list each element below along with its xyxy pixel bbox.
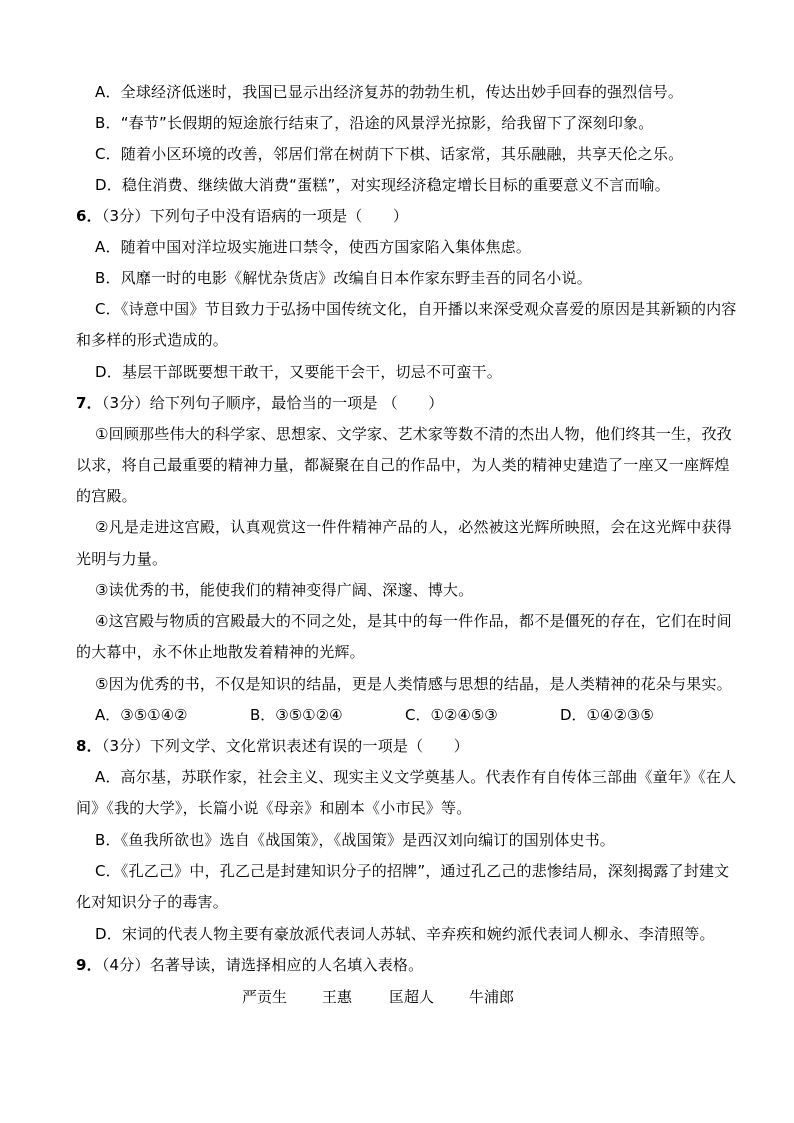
q9-stem-line bbox=[76, 955, 423, 975]
q6-option-d: D．基层干部既要想干敢干，又要能干会干，切忌不可蛮干。 bbox=[95, 363, 502, 381]
q7-option-a: A．③⑤①④② bbox=[95, 706, 188, 724]
q8-option-a-line1: A．高尔基，苏联作家，社会主义、现实主义文学奠基人。代表作有自传体三部曲《童年》《在人 bbox=[95, 768, 737, 786]
q7-sentence-1-line2: 以求，将自己最重要的精神力量，都凝聚在自己的作品中，为人类的精神史建造了一座又一座辉煌 bbox=[76, 456, 730, 474]
q6-stem: （3分）下列句子中没有语病的一项是（ ） bbox=[101, 207, 409, 225]
q8-option-c-line1: C．《孔乙己》中，孔乙己是封建知识分子的招牌”，通过孔乙己的悲惨结局，深刻揭露了封建文 bbox=[95, 862, 730, 880]
q7-sentence-4-line1: ④这宫殿与物质的宫殿最大的不同之处，是其中的每一件作品，都不是僵死的存在，它们在时间 bbox=[95, 612, 732, 630]
q9-name-2: 王惠 bbox=[322, 988, 353, 1006]
q7-sentence-4-line2: 的大幕中，永不休止地散发着精神的光辉。 bbox=[76, 643, 365, 661]
q6-option-a: A．随着中国对洋垃圾实施进口禁令，使西方国家陷入集体焦虑。 bbox=[95, 238, 532, 256]
q7-sentence-2-line2: 光明与力量。 bbox=[76, 550, 168, 568]
q5-option-a: A．全球经济低迷时，我国已显示出经济复苏的勃勃生机，传达出妙手回春的强烈信号。 bbox=[95, 83, 684, 101]
q7-option-d: D．①④②③⑤ bbox=[560, 706, 654, 724]
q7-sentence-2-line1: ②凡是走进这宫殿，认真观赏这一件件精神产品的人，必然被这光辉所映照，会在这光辉中获得 bbox=[95, 518, 732, 536]
q7-sentence-1-line1: ①回顾那些伟大的科学家、思想家、文学家、艺术家等数不清的杰出人物，他们终其一生，孜孜 bbox=[95, 425, 732, 443]
q6-stem-line bbox=[76, 206, 408, 226]
q7-sentence-1-line3: 的宫殿。 bbox=[76, 487, 137, 505]
q5-option-c: C．随着小区环境的改善，邻居们常在树荫下下棋、话家常，其乐融融，共享天伦之乐。 bbox=[95, 145, 684, 163]
q8-stem-line bbox=[76, 736, 469, 756]
q7-option-b: B．③⑤①②④ bbox=[250, 706, 343, 724]
q6-option-b: B．风靡一时的电影《解忧杂货店》改编自日本作家东野圭吾的同名小说。 bbox=[95, 269, 592, 287]
q8-stem: （3分）下列文学、文化常识表述有误的一项是（ ） bbox=[101, 737, 469, 755]
q6-number: 6． bbox=[76, 207, 102, 225]
q9-stem: （4分）名著导读，请选择相应的人名填入表格。 bbox=[101, 956, 424, 974]
q6-option-c-line2: 和多样的形式造成的。 bbox=[76, 331, 229, 349]
q8-option-b: B．《鱼我所欲也》选自《战国策》，《战国策》是西汉刘向编订的国别体史书。 bbox=[95, 831, 615, 849]
q8-option-d: D．宋词的代表人物主要有豪放派代表词人苏轼、辛弃疾和婉约派代表词人柳永、李清照等。 bbox=[95, 925, 715, 943]
q7-sentence-5: ⑤因为优秀的书，不仅是知识的结晶，更是人类情感与思想的结晶，是人类精神的花朵与果实。 bbox=[95, 675, 732, 693]
q7-stem-line bbox=[76, 393, 443, 413]
q8-number: 8． bbox=[76, 737, 102, 755]
q8-option-c-line2: 化对知识分子的毒害。 bbox=[76, 893, 229, 911]
q9-name-3: 匡超人 bbox=[389, 988, 435, 1006]
q7-option-c: C．①②④⑤③ bbox=[405, 706, 498, 724]
q9-name-1: 严贡生 bbox=[242, 988, 288, 1006]
q7-options bbox=[95, 705, 654, 725]
q7-sentence-3: ③读优秀的书，能使我们的精神变得广阔、深邃、博大。 bbox=[95, 581, 474, 599]
q9-number: 9． bbox=[76, 956, 102, 974]
q5-option-d: D．稳住消费、继续做大消费“蛋糕”，对实现经济稳定增长目标的重要意义不言而喻。 bbox=[95, 176, 670, 194]
q7-number: 7． bbox=[76, 394, 102, 412]
q7-stem: （3分）给下列句子顺序，最恰当的一项是 （ ） bbox=[101, 394, 444, 412]
q9-name-list bbox=[242, 987, 514, 1007]
q6-option-c-line1: C．《诗意中国》节目致力于弘扬中国传统文化，自开播以来深受观众喜爱的原因是其新颖的内容 bbox=[95, 300, 737, 318]
q8-option-a-line2: 间》《我的大学》，长篇小说《母亲》和剧本《小市民》等。 bbox=[76, 799, 472, 817]
q5-option-b: B．“春节”长假期的短途旅行结束了，沿途的风景浮光掠影，给我留下了深刻印象。 bbox=[95, 114, 654, 132]
q9-name-4: 牛浦郎 bbox=[469, 988, 515, 1006]
